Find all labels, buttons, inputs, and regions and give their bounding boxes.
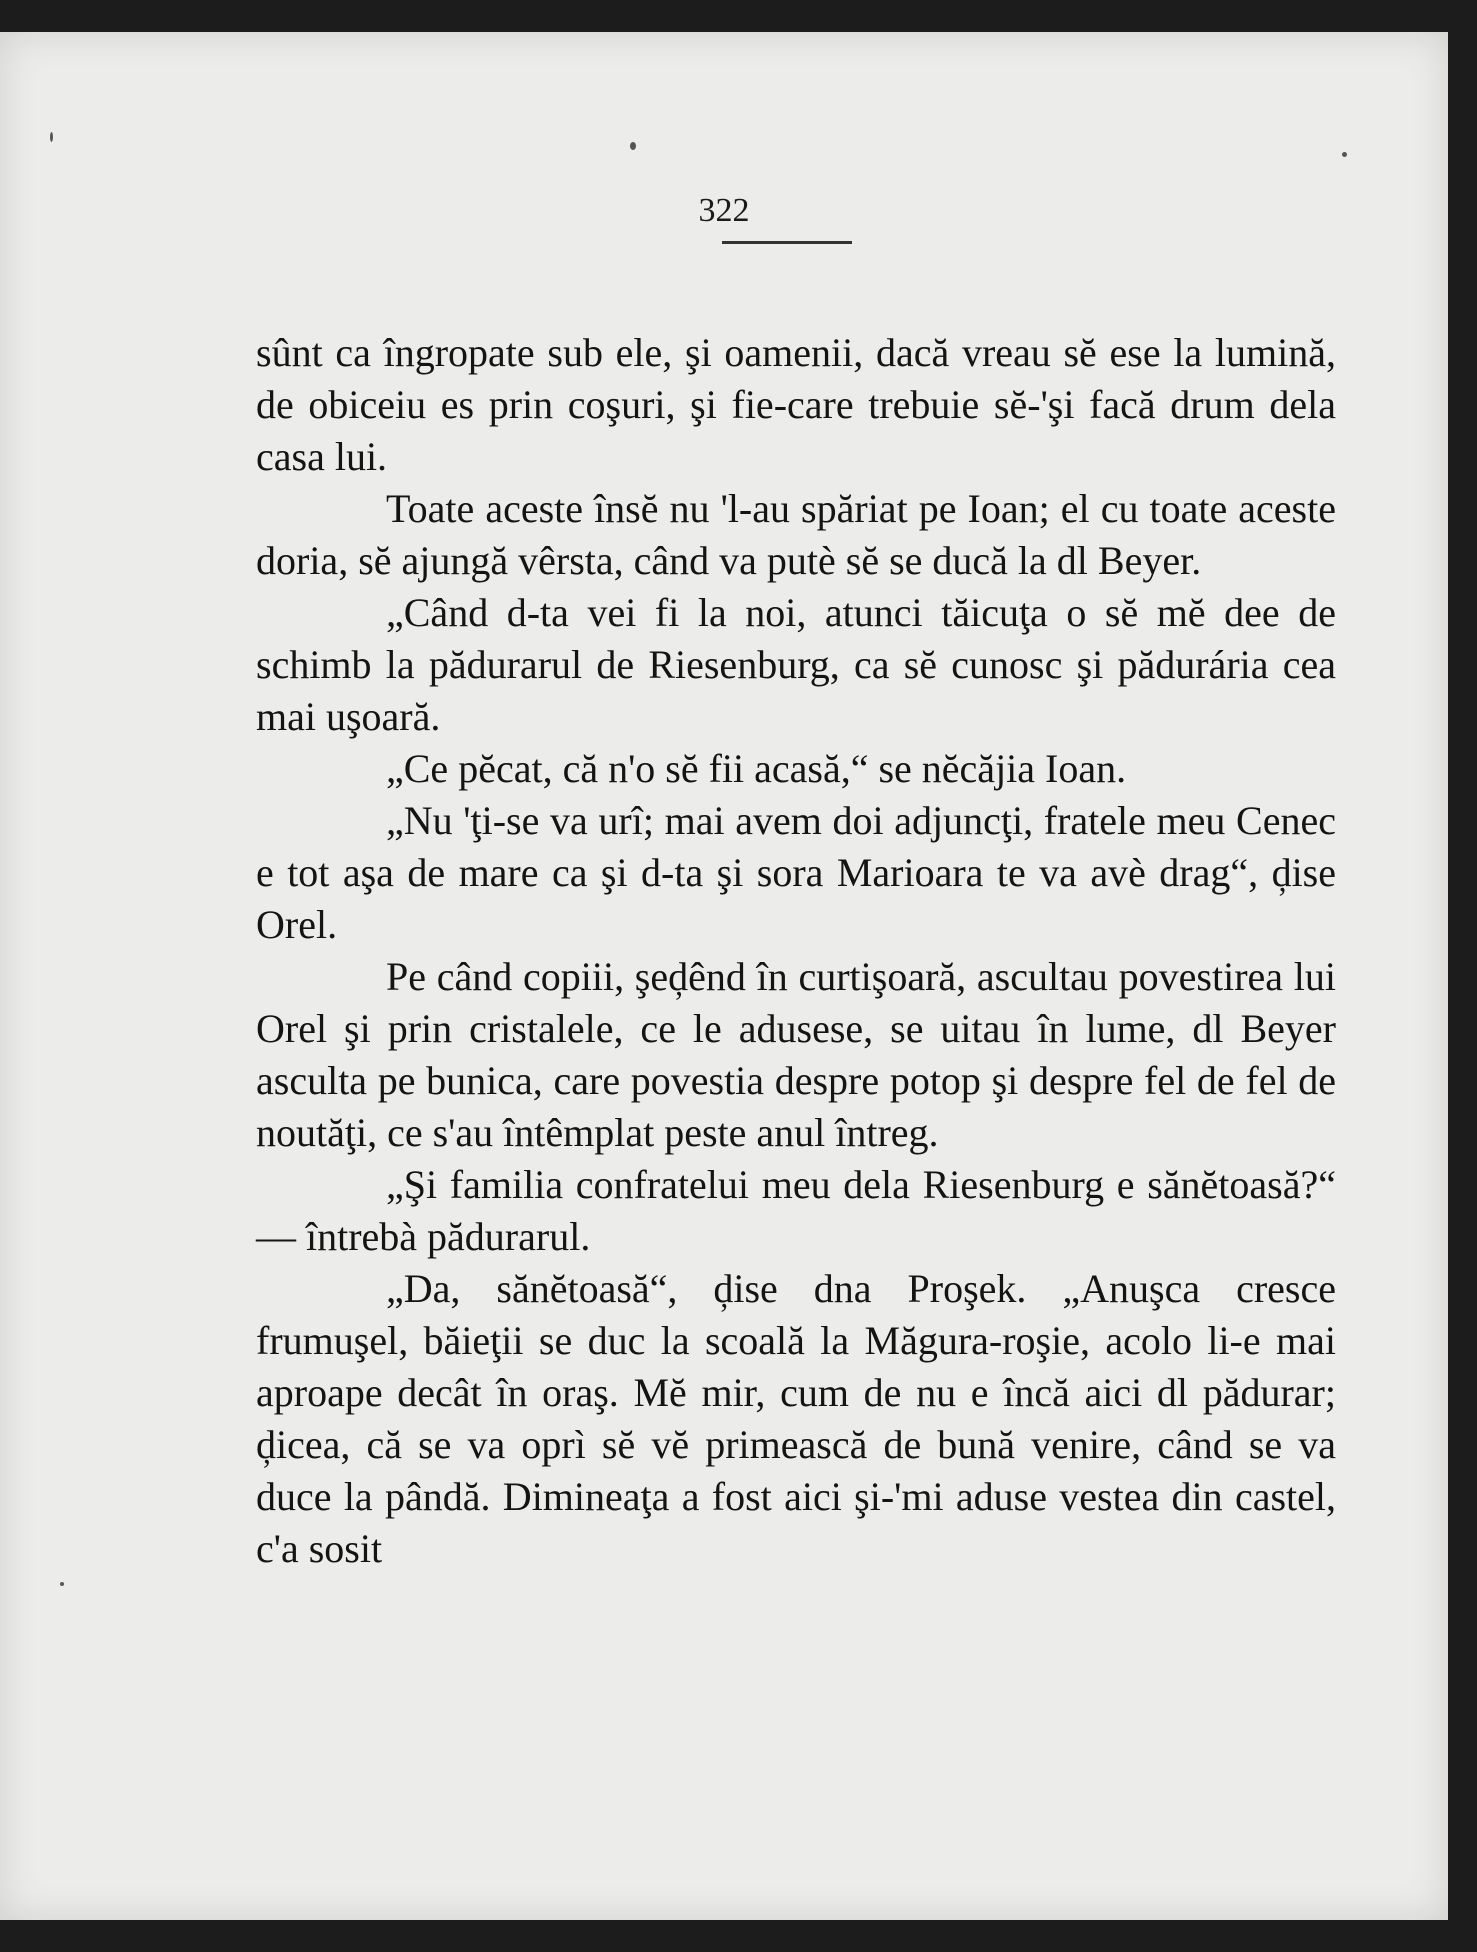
page-number-rule xyxy=(722,241,852,244)
paragraph: Toate aceste însĕ nu 'l-au spăriat pe Ioan; el cu toate aceste doria, sĕ ajungă vêrsta, când va putè sĕ se ducă la dl Beyer. xyxy=(256,486,1336,583)
book-page xyxy=(0,32,1448,1920)
paragraph: „Când d-ta vei fi la noi, atunci tăicuţa o sĕ mĕ dee de schimb la pădurarul de Riesenburg, ca sĕ cunosc şi pădurária cea mai uşoară. xyxy=(256,590,1336,739)
paragraph: „Nu 'ţi-se va urî; mai avem doi adjuncţi, fratele meu Cenec e tot aşa de mare ca şi d-ta şi sora Marioara te va avè drag“, ḑise Orel. xyxy=(256,798,1336,947)
scan-speck xyxy=(630,142,636,150)
scan-speck xyxy=(60,1582,64,1586)
scan-speck xyxy=(1342,152,1347,157)
paragraph: Pe când copiii, şeḑênd în curtişoară, ascultau povestirea lui Orel şi prin cristalele, ce le adusese, se uitau în lume, dl Beyer asculta pe bunica, care povestia despre potop şi despre fel de fel de noutăţi, ce s'au întêmplat peste anul întreg. xyxy=(256,954,1336,1155)
paragraph: „Ce pĕcat, că n'o sĕ fii acasă,“ se nĕcăjia Ioan. xyxy=(386,746,1127,791)
paragraph: „Da, sănĕtoasă“, ḑise dna Proşek. „Anuşca cresce frumuşel, băieţii se duc la scoală la Măgura-roşie, acolo li-e mai aproape decât în oraş. Mĕ mir, cum de nu e încă aici dl pădurar; ḑicea, că se va oprì sĕ vĕ primească de bună venire, când se va duce la pândă. Dimineaţa a fost aici şi-'mi aduse vestea din castel, c'a sosit xyxy=(256,1266,1336,1571)
page-number: 322 xyxy=(698,192,750,229)
scan-speck xyxy=(50,132,53,142)
paragraph: sûnt ca îngropate sub ele, şi oamenii, dacă vreau sĕ ese la lumină, de obiceiu es prin coşuri, şi fie-care trebuie sĕ-'şi facă drum dela casa lui. xyxy=(256,330,1336,479)
body-text xyxy=(256,327,1336,1575)
paragraph: „Şi familia confratelui meu dela Riesenburg e sănĕtoasă?“ — întrebà pădurarul. xyxy=(256,1162,1336,1259)
